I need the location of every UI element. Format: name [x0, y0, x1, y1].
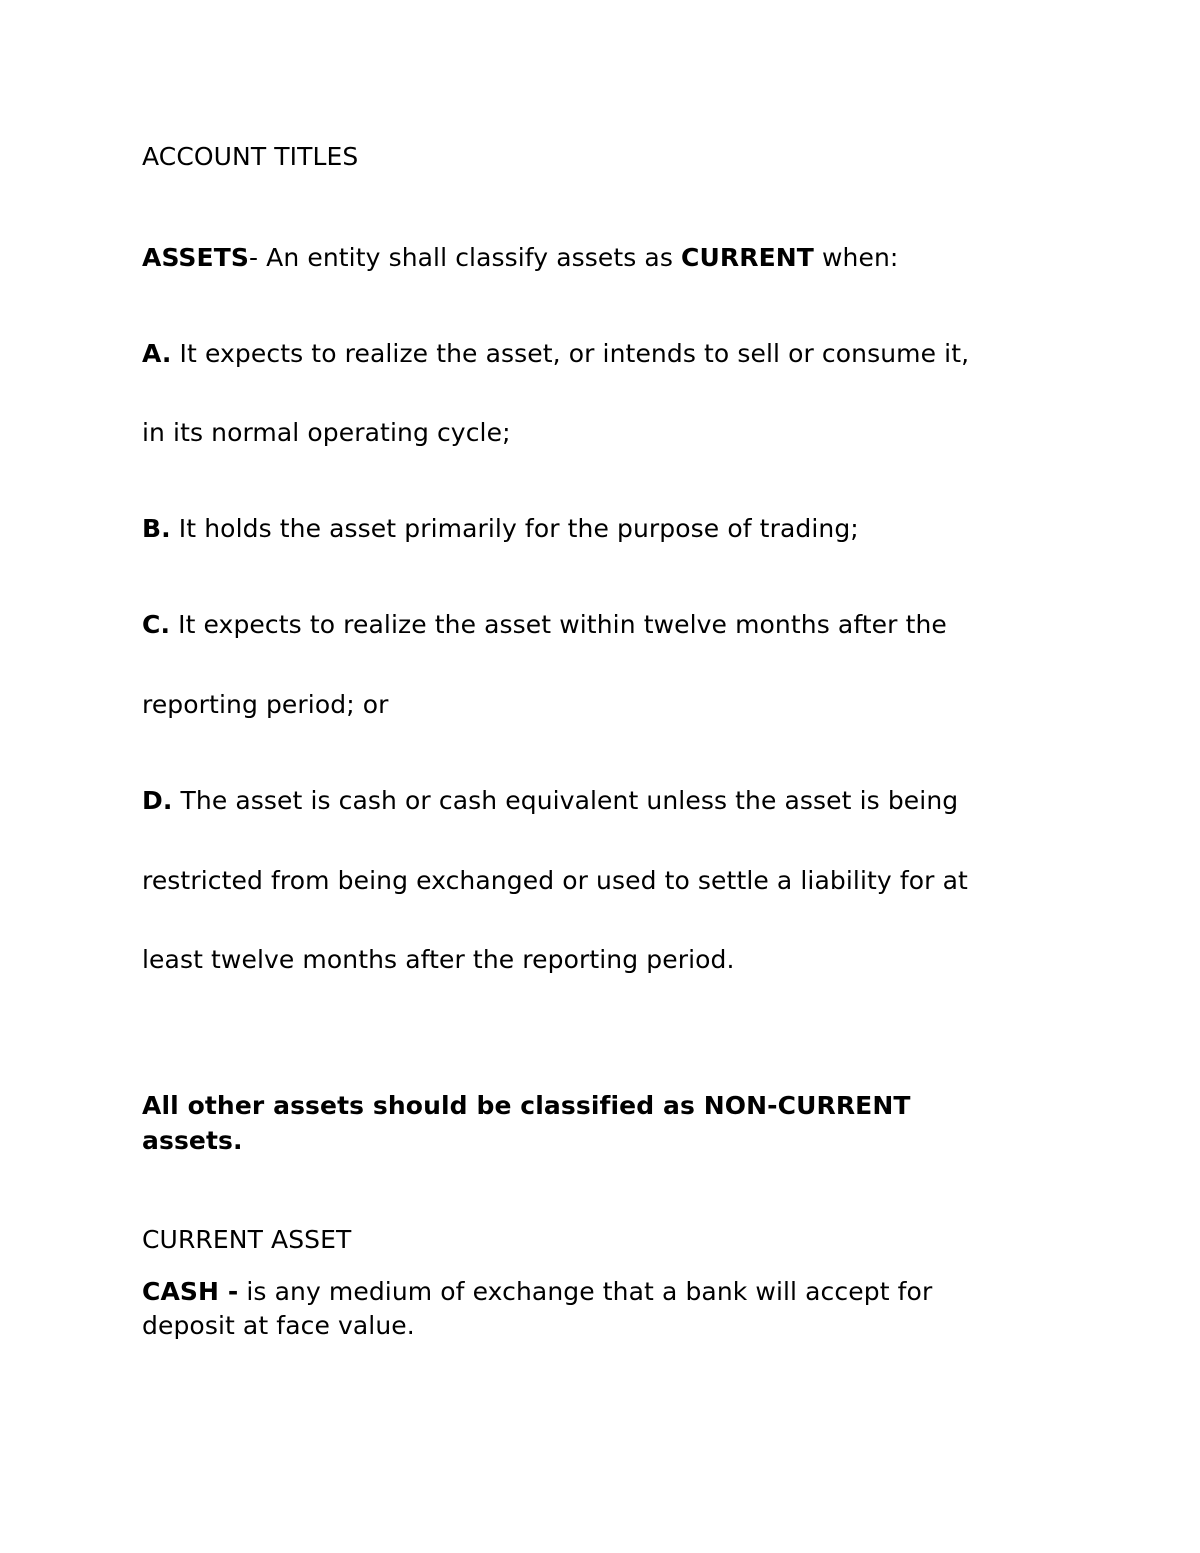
section-heading: CURRENT ASSET: [142, 1225, 352, 1254]
cash-definition-line-1: [142, 1275, 932, 1309]
criterion-a-line-2: in its normal operating cycle;: [142, 418, 511, 447]
criterion-d-text: The asset is cash or cash equivalent unless the asset is being: [172, 786, 959, 815]
assets-label: ASSETS: [142, 243, 249, 272]
non-current-note-line-1: All other assets should be classified as NON-CURRENT: [142, 1091, 911, 1120]
criterion-d-line-3: least twelve months after the reporting period.: [142, 945, 735, 974]
criterion-c-letter: C.: [142, 610, 171, 639]
cash-definition-text: is any medium of exchange that a bank will accept for: [238, 1277, 933, 1306]
assets-intro-text: - An entity shall classify assets as: [248, 243, 682, 272]
criterion-c-text: It expects to realize the asset within twelve months after the: [170, 610, 947, 639]
criterion-d-letter: D.: [142, 786, 173, 815]
non-current-note-line-2: assets.: [142, 1126, 243, 1155]
assets-intro: [142, 241, 898, 275]
cash-definition-line-2: deposit at face value.: [142, 1311, 415, 1340]
criterion-a-line-1: [142, 337, 969, 371]
criterion-a-text: It expects to realize the asset, or intends to sell or consume it,: [171, 339, 970, 368]
criterion-b-text: It holds the asset primarily for the purpose of trading;: [170, 514, 859, 543]
criterion-b-letter: B.: [142, 514, 171, 543]
assets-intro-end: when:: [813, 243, 899, 272]
criterion-a-letter: A.: [142, 339, 172, 368]
criterion-d-line-1: [142, 784, 958, 818]
criterion-c-line-2: reporting period; or: [142, 690, 389, 719]
current-emphasis: CURRENT: [681, 243, 814, 272]
criterion-c-line-1: [142, 608, 947, 642]
cash-term: CASH -: [142, 1277, 239, 1306]
criterion-b-line-1: [142, 512, 859, 546]
criterion-d-line-2: restricted from being exchanged or used to settle a liability for at: [142, 866, 968, 895]
document-title: ACCOUNT TITLES: [142, 142, 359, 171]
